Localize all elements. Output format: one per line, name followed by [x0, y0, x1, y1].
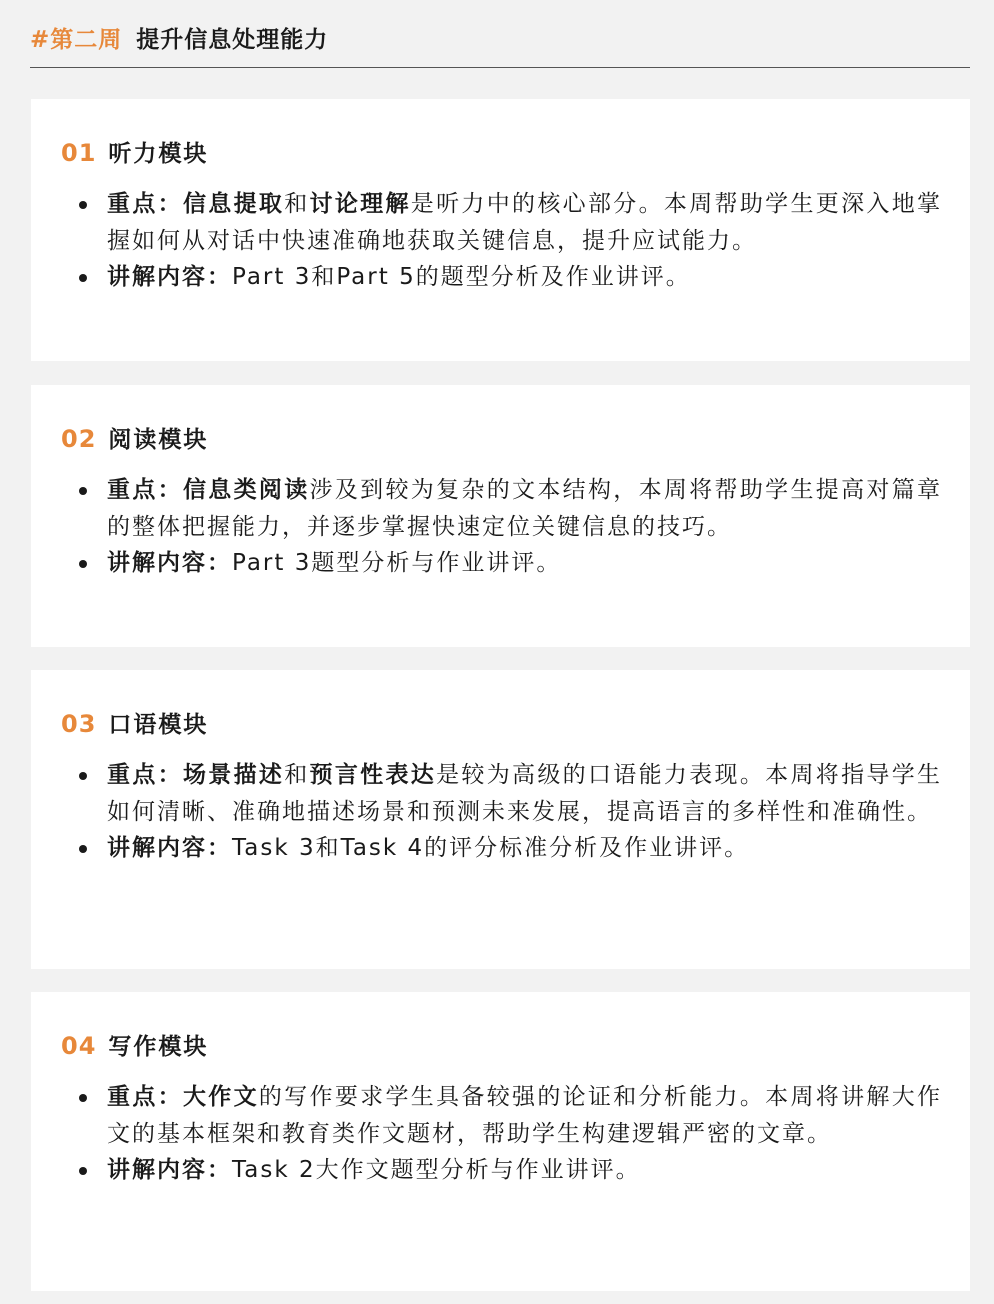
- module-number: 04: [61, 1032, 97, 1060]
- module-title: 写作模块: [108, 1034, 209, 1060]
- bullet-dot: [79, 560, 87, 568]
- content-item: 讲解内容：Part 3题型分析与作业讲评。: [61, 545, 942, 582]
- module-points: [61, 757, 942, 867]
- content-item: 讲解内容：Task 3和Task 4的评分标准分析及作业讲评。: [61, 830, 942, 867]
- content-item: 讲解内容：Part 3和Part 5的题型分析及作业讲评。: [61, 259, 942, 296]
- module-heading: [61, 135, 942, 168]
- module-number: 01: [61, 139, 97, 167]
- focus-item: 重点：信息提取和讨论理解是听力中的核心部分。本周帮助学生更深入地掌握如何从对话中快速准确地获取关键信息，提升应试能力。: [61, 186, 942, 259]
- bullet-dot: [79, 487, 87, 495]
- bullet-dot: [79, 1167, 87, 1175]
- focus-item: 重点：信息类阅读涉及到较为复杂的文本结构，本周将帮助学生提高对篇章的整体把握能力，并逐步掌握快速定位关键信息的技巧。: [61, 472, 942, 545]
- module-card-reading: [31, 385, 970, 647]
- module-heading: [61, 706, 942, 739]
- module-title: 阅读模块: [108, 427, 209, 453]
- bullet-dot: [79, 772, 87, 780]
- week-title: 提升信息处理能力: [136, 27, 329, 53]
- module-heading: [61, 421, 942, 454]
- module-card-listening: [31, 99, 970, 361]
- module-heading: [61, 1028, 942, 1061]
- module-card-speaking: [31, 670, 970, 969]
- bullet-dot: [79, 845, 87, 853]
- content-item: 讲解内容：Task 2大作文题型分析与作业讲评。: [61, 1152, 942, 1189]
- bullet-dot: [79, 274, 87, 282]
- module-title: 听力模块: [108, 141, 209, 167]
- module-number: 03: [61, 710, 97, 738]
- bullet-dot: [79, 201, 87, 209]
- week-tag: #第二周: [30, 27, 123, 53]
- bullet-dot: [79, 1094, 87, 1102]
- module-card-writing: [31, 992, 970, 1291]
- module-points: [61, 1079, 942, 1189]
- focus-item: 重点：场景描述和预言性表达是较为高级的口语能力表现。本周将指导学生如何清晰、准确地描述场景和预测未来发展，提高语言的多样性和准确性。: [61, 757, 942, 830]
- module-title: 口语模块: [108, 712, 209, 738]
- section-header: [30, 0, 970, 68]
- module-number: 02: [61, 425, 97, 453]
- module-points: [61, 186, 942, 296]
- module-points: [61, 472, 942, 582]
- focus-item: 重点：大作文的写作要求学生具备较强的论证和分析能力。本周将讲解大作文的基本框架和教育类作文题材，帮助学生构建逻辑严密的文章。: [61, 1079, 942, 1152]
